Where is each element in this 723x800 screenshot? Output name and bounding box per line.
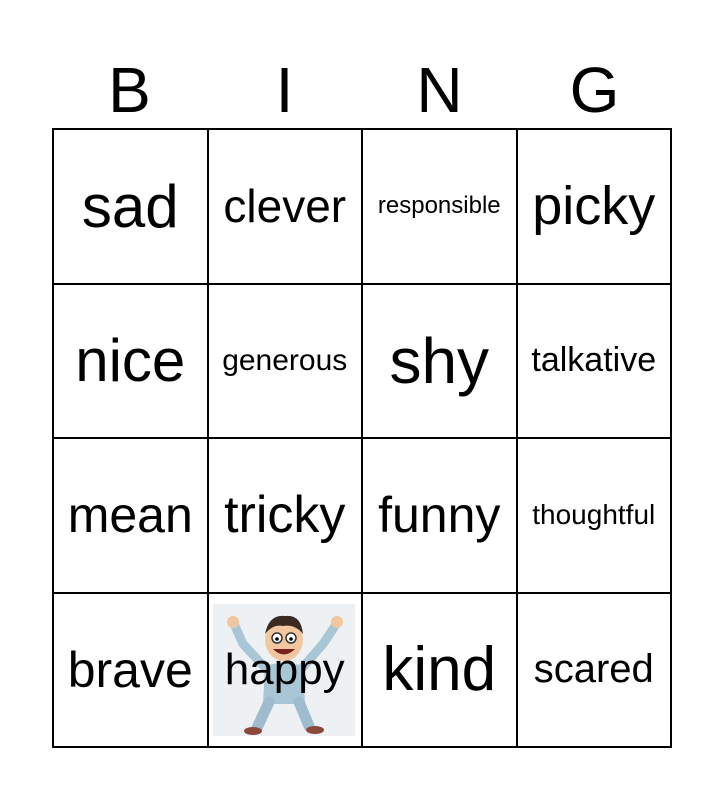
cell-word: talkative [531,341,657,380]
bingo-cell[interactable] [363,130,518,285]
header-letter-i: I [275,54,294,126]
header-letter-b: B [108,54,151,126]
bingo-cell[interactable] [54,439,209,594]
bingo-cell[interactable] [54,130,209,285]
cell-word: scared [533,647,654,692]
header-letter-g: G [569,54,620,126]
bingo-cell[interactable] [518,130,673,285]
bingo-cell[interactable] [363,594,518,749]
cell-word: picky [532,176,656,237]
bingo-cell[interactable] [518,439,673,594]
bingo-cell[interactable] [518,285,673,440]
bingo-cell[interactable] [209,439,364,594]
cell-word: nice [75,327,186,395]
bingo-board [52,128,672,748]
bingo-cell[interactable] [518,594,673,749]
bingo-cell[interactable] [54,285,209,440]
cell-word: shy [389,324,490,397]
cell-word: responsible [377,192,501,220]
bingo-cell[interactable] [54,594,209,749]
bingo-cell-free[interactable] [209,594,364,749]
header-letter-n: N [416,54,463,126]
cell-word: clever [223,180,347,233]
bingo-cell[interactable] [209,285,364,440]
bingo-cell[interactable] [209,130,364,285]
cell-word: funny [378,487,501,544]
bingo-cell[interactable] [363,285,518,440]
cell-word: mean [67,487,193,544]
cell-word: thoughtful [532,499,656,531]
cell-word: generous [222,343,348,377]
cell-word: brave [67,641,193,698]
cell-word: tricky [224,486,346,545]
bingo-cell[interactable] [363,439,518,594]
cell-word: kind [382,635,497,705]
bingo-header [52,52,672,128]
cell-word: sad [81,172,179,240]
cell-word: happy [224,644,345,694]
